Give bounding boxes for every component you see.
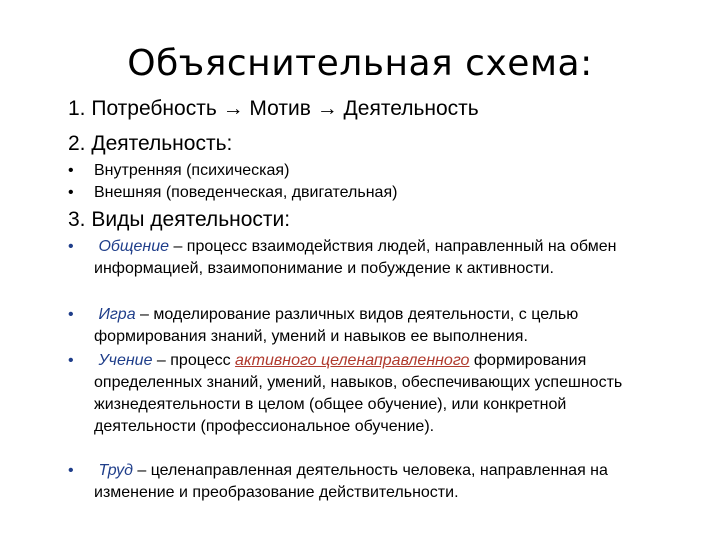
- type-term: Общение: [98, 238, 170, 255]
- activity-kind-external: [68, 182, 397, 204]
- type-play: [68, 304, 668, 348]
- type-text: – процесс взаимодействия людей, направленный на обмен информацией, взаимопонимание и побуждение к активности.: [94, 238, 617, 277]
- bullet: •: [68, 462, 74, 479]
- type-text: – целенаправленная деятельность человека, направленная на изменение и преобразование действительности.: [94, 462, 608, 501]
- bullet: •: [68, 162, 74, 179]
- bullet: •: [68, 352, 74, 369]
- type-learning: [68, 350, 668, 438]
- activity-kind-internal: [68, 160, 289, 182]
- bullet: •: [68, 184, 74, 201]
- type-term: Учение: [98, 352, 153, 369]
- active-purposeful-link[interactable]: активного целенаправленного: [235, 352, 470, 369]
- type-description: [94, 350, 668, 438]
- activity-kind-label: Внутренняя (психическая): [94, 162, 290, 179]
- type-text: – процесс: [152, 352, 236, 369]
- type-text: – моделирование различных видов деятельности, с целью формирования знаний, умений и навыков ее выполнения.: [94, 306, 579, 345]
- type-description: [94, 304, 668, 348]
- type-term: Труд: [98, 462, 133, 479]
- point-activity: 2. Деятельность:: [68, 132, 233, 155]
- point-activity-types: 3. Виды деятельности:: [68, 208, 291, 231]
- type-term: Игра: [98, 306, 136, 323]
- bullet: •: [68, 238, 74, 255]
- point-need-motive-activity: 1. Потребность → Мотив → Деятельность: [68, 97, 479, 120]
- activity-kind-label: Внешняя (поведенческая, двигательная): [94, 184, 398, 201]
- type-text: формирования определенных знаний, умений, навыков, обеспечивающих успешность жизнедеятельности в целом (общее обучение), или конкретной деятельности (профессиональное обучение).: [94, 352, 623, 435]
- type-communication: [68, 236, 668, 280]
- bullet: •: [68, 306, 74, 323]
- slide-title: Объяснительная схема:: [127, 43, 593, 84]
- type-labor: [68, 460, 668, 504]
- type-description: [94, 236, 668, 280]
- type-description: [94, 460, 668, 504]
